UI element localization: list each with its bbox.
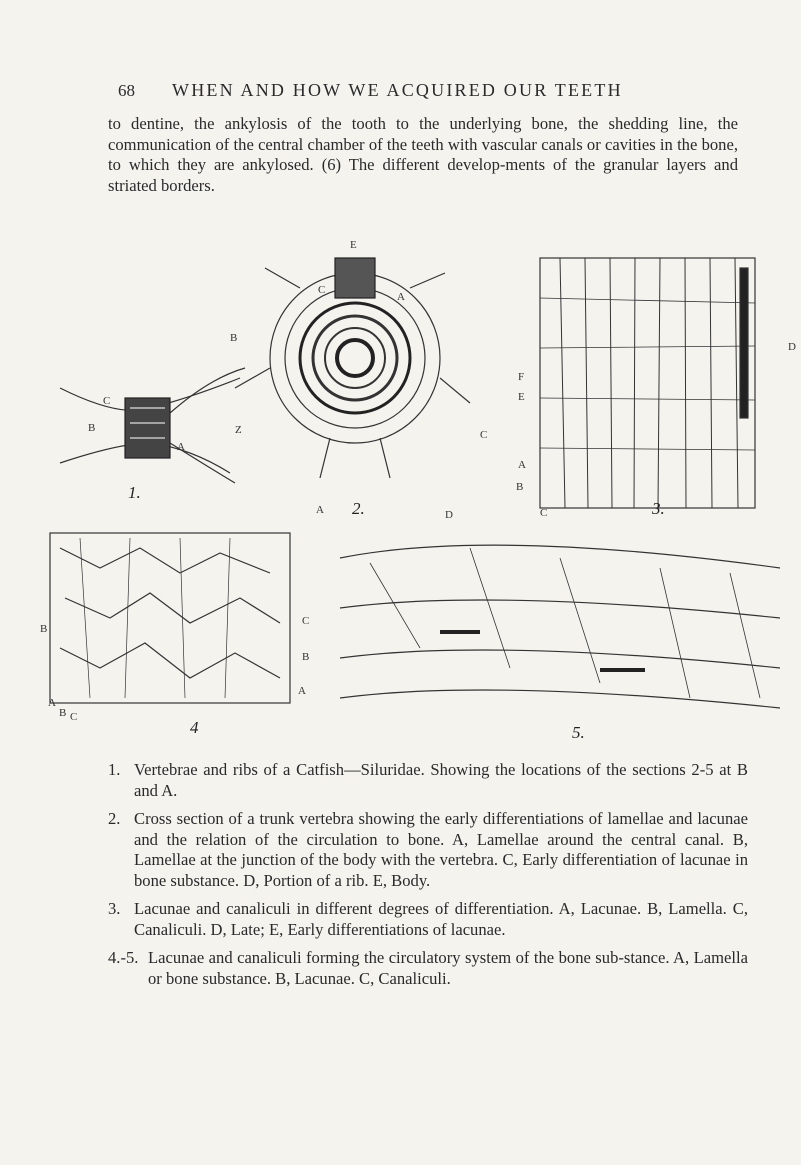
panel-2-cross-section-drawing: [235, 258, 470, 478]
plate-svg: [40, 228, 800, 743]
panel-number-3: 3.: [652, 499, 665, 518]
p5-label-a: A: [298, 685, 306, 697]
p2-label-d: D: [445, 509, 453, 521]
panel-3-lacunae-drawing: [540, 258, 755, 508]
caption-text: Vertebrae and ribs of a Catfish—Siluridae. Showing the locations of the sections 2-5 at B and A.: [134, 760, 748, 800]
p5-label-b: B: [302, 651, 310, 663]
caption-number: 4.-5.: [108, 948, 139, 967]
p1-label-a: A: [177, 441, 185, 453]
caption-number: 2.: [108, 809, 121, 828]
caption-item: [108, 948, 748, 989]
page-number: 68: [118, 81, 135, 100]
caption-text: Lacunae and canaliculi in different degrees of differentiation. A, Lacunae. B, Lamella. C, Canaliculi. D, Late; E, Early differentiations of lacunae.: [134, 899, 748, 939]
p1-label-b: B: [88, 422, 96, 434]
p2-label-b: B: [230, 332, 238, 344]
panel-number-1: 1.: [128, 483, 141, 502]
caption-number: 1.: [108, 760, 121, 779]
p2-label-a2: A: [316, 504, 324, 516]
p2-label-z: Z: [235, 424, 242, 436]
running-title: WHEN AND HOW WE ACQUIRED OUR TEETH: [172, 80, 623, 100]
p3-label-a: A: [518, 459, 526, 471]
figure-captions: [108, 760, 748, 997]
p3-label-d: D: [788, 341, 796, 353]
panel-4-lacunae-drawing: [50, 533, 290, 703]
p1-label-c: C: [103, 395, 111, 407]
caption-item: [108, 809, 748, 891]
running-header: [118, 80, 738, 101]
p2-label-c1: C: [318, 284, 326, 296]
caption-text: Lacunae and canaliculi forming the circulatory system of the bone sub-stance. A, Lamella or bone substance. B, Lacunae. C, Canaliculi.: [148, 948, 748, 988]
p4-label-c: C: [70, 711, 78, 723]
p4-label-b1: B: [40, 623, 48, 635]
caption-number: 3.: [108, 899, 121, 918]
panel-number-4: 4: [190, 718, 199, 737]
panel-number-2: 2.: [352, 499, 365, 518]
panel-number-5: 5.: [572, 723, 585, 742]
p2-label-e: E: [350, 239, 357, 251]
p3-label-c: C: [540, 507, 548, 519]
p3-label-e: E: [518, 391, 525, 403]
p3-label-f: F: [518, 371, 525, 383]
intro-paragraph: to dentine, the ankylosis of the tooth to the underlying bone, the shedding line, the communication of the central chamber of the teeth with vascular canals or cavities in the bone, to which they are ankylosed. (6) The different develop-ments of the granular layers and striated borders.: [108, 114, 738, 195]
figure-plate: [40, 228, 800, 743]
caption-text: Cross section of a trunk vertebra showing the early differentiations of lamellae and lacunae and the relation of the circulation to bone. A, Lamellae around the central canal. B, Lamellae at the junction of the body with the vertebra. C, Early differentiation of lacunae in bone substance. D, Portion of a rib. E, Body.: [134, 809, 748, 890]
p2-label-c2: C: [480, 429, 488, 441]
p5-label-c: C: [302, 615, 310, 627]
caption-item: [108, 760, 748, 801]
caption-item: [108, 899, 748, 940]
panel-5-canaliculi-drawing: [340, 545, 780, 708]
p3-label-b: B: [516, 481, 524, 493]
p4-label-b2: B: [59, 707, 67, 719]
p4-label-a: A: [48, 697, 56, 709]
p2-label-a1: A: [397, 291, 405, 303]
